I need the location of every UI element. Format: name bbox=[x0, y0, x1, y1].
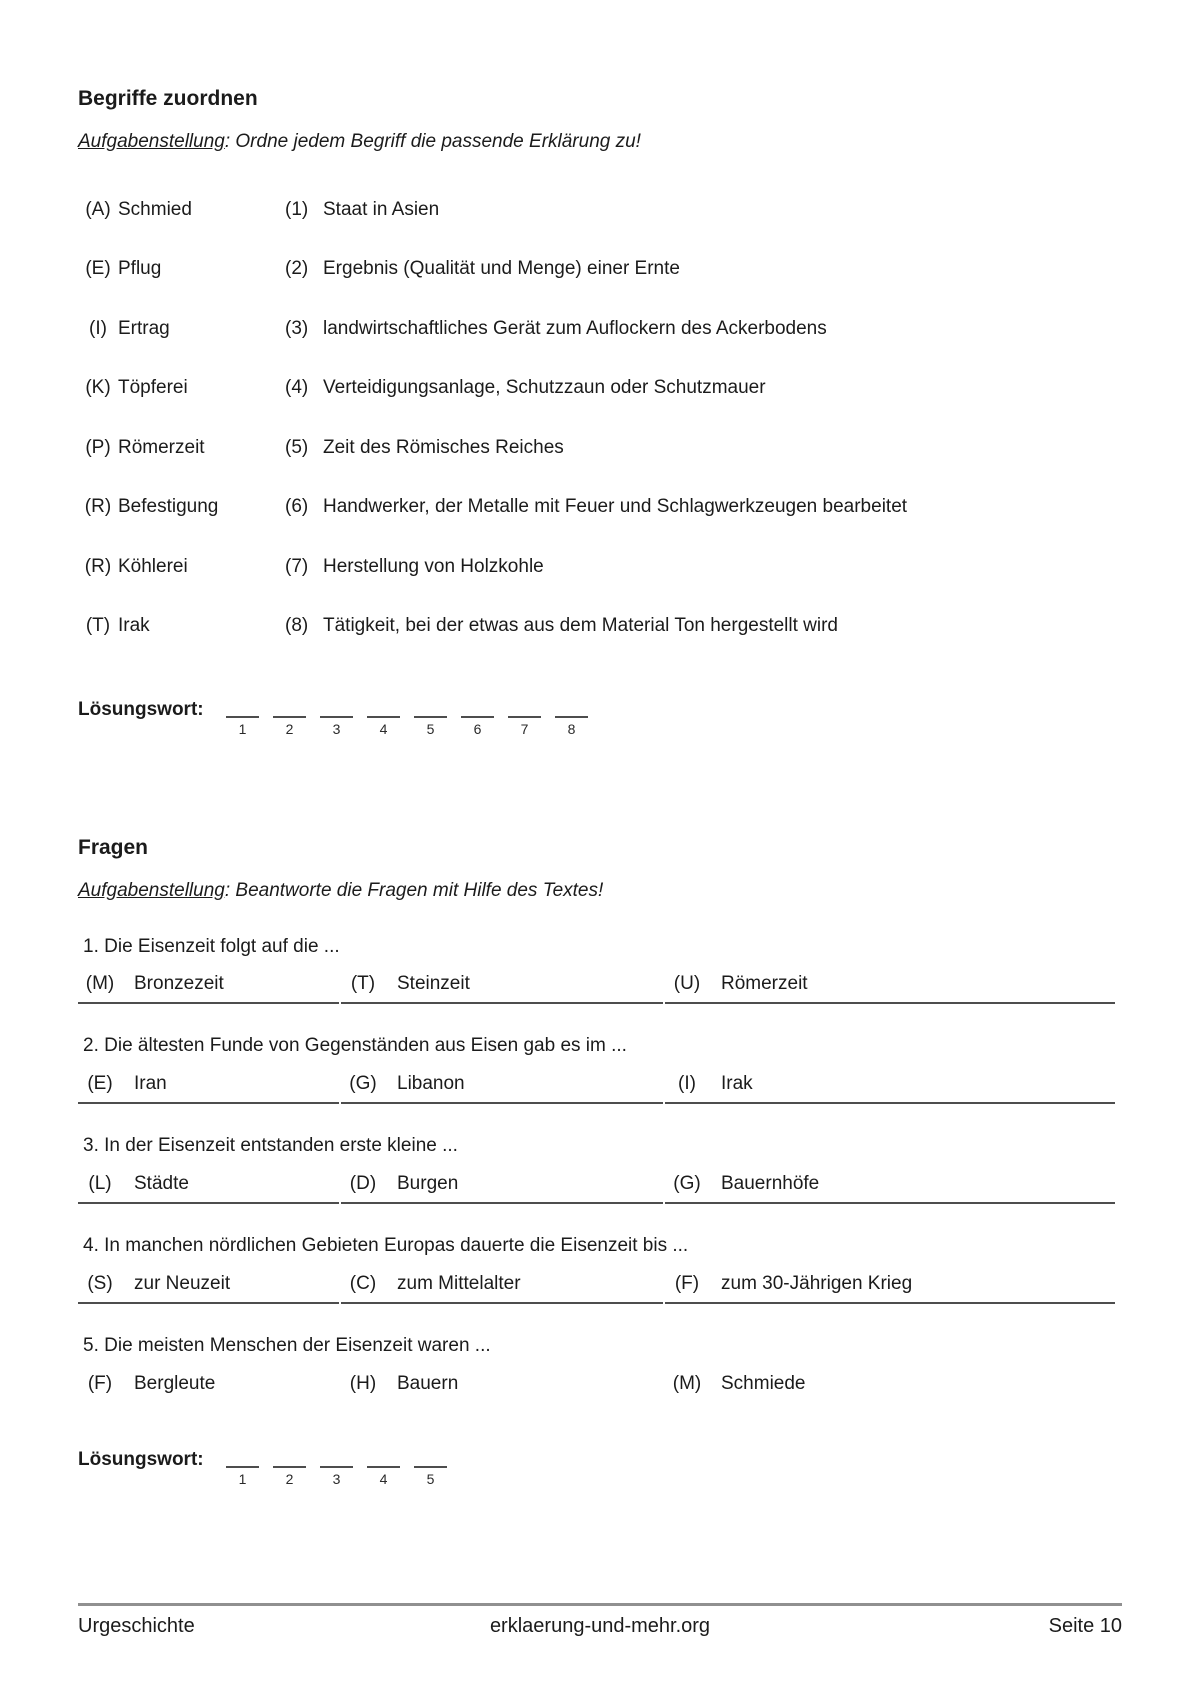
term-label: Schmied bbox=[118, 198, 192, 220]
explanation-text: Ergebnis (Qualität und Menge) einer Ernte bbox=[323, 258, 680, 280]
option-letter: (M) bbox=[672, 1372, 702, 1394]
option-letter: (S) bbox=[87, 1273, 113, 1295]
solution-label: Lösungswort: bbox=[78, 698, 204, 720]
option-letter: (E) bbox=[87, 1073, 113, 1095]
explanation bbox=[285, 376, 1122, 400]
answer-line bbox=[273, 1450, 306, 1468]
term-label: Irak bbox=[118, 615, 150, 637]
options-row bbox=[78, 1172, 1122, 1204]
pair-row bbox=[78, 614, 1122, 674]
option-letter: (U) bbox=[673, 973, 701, 995]
term-letter: (R) bbox=[84, 496, 112, 518]
answer-line bbox=[320, 1450, 353, 1468]
option-letter: (H) bbox=[349, 1372, 377, 1394]
solution-blanks bbox=[226, 1450, 447, 1489]
term-letter: (P) bbox=[85, 436, 111, 458]
option-label: Iran bbox=[134, 1073, 167, 1095]
task-text: : Beantworte die Fragen mit Hilfe des Textes! bbox=[224, 879, 604, 901]
solution-blank bbox=[226, 700, 259, 739]
option-label: Steinzeit bbox=[397, 973, 470, 995]
option-label: zum 30-Jährigen Krieg bbox=[721, 1273, 913, 1295]
blank-number: 7 bbox=[520, 720, 529, 737]
solution-word-row-1 bbox=[78, 698, 1122, 739]
solution-word-row-2 bbox=[78, 1448, 1122, 1489]
option-cell bbox=[78, 972, 339, 1004]
term-label: Ertrag bbox=[118, 317, 170, 339]
option-cell bbox=[665, 1172, 1115, 1204]
question-block-3 bbox=[78, 1134, 1122, 1204]
options-row bbox=[78, 1072, 1122, 1104]
option-cell bbox=[665, 1072, 1115, 1104]
task-label: Aufgabenstellung bbox=[78, 879, 225, 901]
solution-blank bbox=[320, 700, 353, 739]
option-cell bbox=[341, 1272, 663, 1304]
answer-line bbox=[273, 700, 306, 718]
explanation bbox=[285, 198, 1122, 222]
explanation-text: Herstellung von Holzkohle bbox=[323, 555, 544, 577]
pair-row bbox=[78, 257, 1122, 317]
answer-line bbox=[414, 1450, 447, 1468]
answer-line bbox=[367, 1450, 400, 1468]
answer-line bbox=[414, 700, 447, 718]
explanation bbox=[285, 495, 1122, 519]
section1-task-instruction bbox=[78, 130, 1122, 154]
option-cell bbox=[665, 1372, 1115, 1402]
section2-title: Fragen bbox=[78, 835, 149, 859]
solution-blank bbox=[555, 700, 588, 739]
option-cell bbox=[341, 972, 663, 1004]
blank-number: 1 bbox=[238, 720, 247, 737]
blank-number: 4 bbox=[379, 1470, 388, 1487]
option-cell bbox=[665, 1272, 1115, 1304]
option-cell bbox=[665, 972, 1115, 1004]
explanation-number: (2) bbox=[285, 258, 309, 280]
option-label: Römerzeit bbox=[721, 973, 808, 995]
option-label: zum Mittelalter bbox=[397, 1273, 521, 1295]
blank-number: 5 bbox=[426, 720, 435, 737]
explanation-text: Tätigkeit, bei der etwas aus dem Material Ton hergestellt wird bbox=[323, 615, 839, 637]
option-label: Bauernhöfe bbox=[721, 1173, 820, 1195]
option-cell bbox=[341, 1172, 663, 1204]
question-text: 3. In der Eisenzeit entstanden erste kleine ... bbox=[83, 1135, 458, 1157]
option-letter: (D) bbox=[349, 1173, 377, 1195]
option-cell bbox=[78, 1072, 339, 1104]
term-label: Köhlerei bbox=[118, 555, 188, 577]
option-letter: (I) bbox=[678, 1073, 696, 1095]
option-label: Bronzezeit bbox=[134, 973, 224, 995]
solution-blank bbox=[226, 1450, 259, 1489]
solution-blank bbox=[414, 1450, 447, 1489]
page-footer bbox=[78, 1603, 1122, 1639]
blank-number: 5 bbox=[426, 1470, 435, 1487]
answer-line bbox=[508, 700, 541, 718]
matching-table bbox=[78, 198, 1122, 674]
blank-number: 2 bbox=[285, 1470, 294, 1487]
answer-line bbox=[461, 700, 494, 718]
option-letter: (M) bbox=[85, 973, 115, 995]
option-label: Burgen bbox=[397, 1173, 459, 1195]
question-text: 2. Die ältesten Funde von Gegenständen aus Eisen gab es im ... bbox=[83, 1035, 627, 1057]
question-list bbox=[78, 935, 1122, 1402]
explanation-number: (3) bbox=[285, 317, 309, 339]
option-letter: (T) bbox=[350, 973, 376, 995]
explanation bbox=[285, 317, 1122, 341]
pair-row bbox=[78, 495, 1122, 555]
footer-topic: Urgeschichte bbox=[78, 1615, 195, 1637]
solution-blank bbox=[508, 700, 541, 739]
solution-blank bbox=[273, 1450, 306, 1489]
blank-number: 1 bbox=[238, 1470, 247, 1487]
option-letter: (G) bbox=[673, 1173, 701, 1195]
solution-blank bbox=[320, 1450, 353, 1489]
options-row bbox=[78, 1272, 1122, 1304]
option-cell bbox=[341, 1372, 663, 1402]
question-text: 1. Die Eisenzeit folgt auf die ... bbox=[83, 935, 340, 957]
answer-line bbox=[320, 700, 353, 718]
solution-blank bbox=[367, 1450, 400, 1489]
pair-row bbox=[78, 436, 1122, 496]
question-block-1 bbox=[78, 935, 1122, 1005]
solution-blank bbox=[414, 700, 447, 739]
solution-blank bbox=[273, 700, 306, 739]
explanation-number: (7) bbox=[285, 555, 309, 577]
explanation-text: Zeit des Römisches Reiches bbox=[323, 436, 564, 458]
term-letter: (A) bbox=[85, 198, 111, 220]
option-label: Bergleute bbox=[134, 1372, 216, 1394]
blank-number: 6 bbox=[473, 720, 482, 737]
options-row bbox=[78, 972, 1122, 1004]
option-letter: (F) bbox=[674, 1273, 700, 1295]
explanation-number: (8) bbox=[285, 615, 309, 637]
footer-website: erklaerung-und-mehr.org bbox=[489, 1615, 711, 1637]
solution-blank bbox=[461, 700, 494, 739]
option-letter: (G) bbox=[349, 1073, 377, 1095]
option-cell bbox=[78, 1172, 339, 1204]
term-label: Pflug bbox=[118, 258, 162, 280]
question-text: 4. In manchen nördlichen Gebieten Europas dauerte die Eisenzeit bis ... bbox=[83, 1235, 689, 1257]
blank-number: 8 bbox=[567, 720, 576, 737]
explanation bbox=[285, 614, 1122, 638]
pair-row bbox=[78, 376, 1122, 436]
option-label: Libanon bbox=[397, 1073, 465, 1095]
answer-line bbox=[367, 700, 400, 718]
pair-row bbox=[78, 198, 1122, 258]
footer-page-number: Seite 10 bbox=[1048, 1615, 1122, 1637]
options-row bbox=[78, 1372, 1122, 1402]
term-label: Römerzeit bbox=[118, 436, 205, 458]
option-label: Bauern bbox=[397, 1372, 459, 1394]
explanation-text: Handwerker, der Metalle mit Feuer und Schlagwerkzeugen bearbeitet bbox=[323, 496, 908, 518]
term-letter: (R) bbox=[84, 555, 112, 577]
question-block-2 bbox=[78, 1034, 1122, 1104]
explanation-text: Staat in Asien bbox=[323, 198, 440, 220]
pair-row bbox=[78, 317, 1122, 377]
blank-number: 4 bbox=[379, 720, 388, 737]
option-letter: (F) bbox=[87, 1372, 113, 1394]
blank-number: 3 bbox=[332, 1470, 341, 1487]
question-text: 5. Die meisten Menschen der Eisenzeit waren ... bbox=[83, 1335, 491, 1356]
term-letter: (I) bbox=[89, 317, 107, 339]
explanation bbox=[285, 555, 1122, 579]
pair-row bbox=[78, 555, 1122, 615]
explanation-text: landwirtschaftliches Gerät zum Auflockern des Ackerbodens bbox=[323, 317, 827, 339]
option-label: Irak bbox=[721, 1073, 753, 1095]
option-cell bbox=[78, 1372, 339, 1402]
option-label: Städte bbox=[134, 1173, 189, 1195]
option-letter: (C) bbox=[349, 1273, 377, 1295]
answer-line bbox=[226, 700, 259, 718]
answer-line bbox=[226, 1450, 259, 1468]
term-letter: (T) bbox=[85, 615, 111, 637]
task-label: Aufgabenstellung bbox=[78, 131, 225, 152]
option-cell bbox=[341, 1072, 663, 1104]
section2-task-instruction bbox=[78, 879, 1122, 903]
blank-number: 2 bbox=[285, 720, 294, 737]
explanation-number: (1) bbox=[285, 198, 309, 220]
explanation bbox=[285, 257, 1122, 281]
explanation-text: Verteidigungsanlage, Schutzzaun oder Schutzmauer bbox=[323, 377, 766, 399]
explanation-number: (5) bbox=[285, 436, 309, 458]
option-cell bbox=[78, 1272, 339, 1304]
explanation bbox=[285, 436, 1122, 460]
solution-blanks bbox=[226, 700, 588, 739]
term-label: Befestigung bbox=[118, 496, 219, 518]
answer-line bbox=[555, 700, 588, 718]
explanation-number: (4) bbox=[285, 377, 309, 399]
explanation-number: (6) bbox=[285, 496, 309, 518]
option-label: zur Neuzeit bbox=[134, 1273, 231, 1295]
term-letter: (K) bbox=[85, 377, 111, 399]
solution-label: Lösungswort: bbox=[78, 1448, 204, 1470]
solution-blank bbox=[367, 700, 400, 739]
blank-number: 3 bbox=[332, 720, 341, 737]
section1-title: Begriffe zuordnen bbox=[78, 87, 258, 110]
option-label: Schmiede bbox=[721, 1372, 806, 1394]
term-label: Töpferei bbox=[118, 377, 188, 399]
term-letter: (E) bbox=[85, 258, 111, 280]
task-text: : Ordne jedem Begriff die passende Erklärung zu! bbox=[224, 131, 641, 152]
option-letter: (L) bbox=[88, 1173, 112, 1195]
question-block-4 bbox=[78, 1234, 1122, 1304]
question-block-5 bbox=[78, 1334, 1122, 1402]
